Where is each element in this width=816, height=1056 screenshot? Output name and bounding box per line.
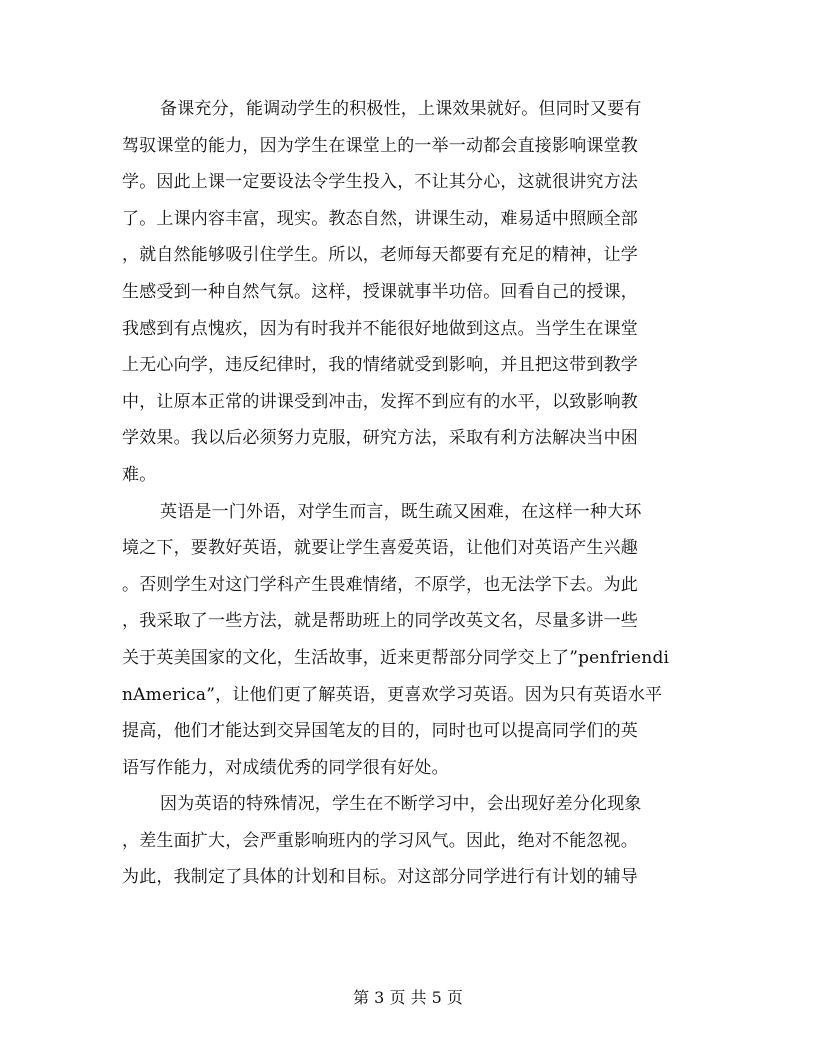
text-line: 英语是一门外语，对学生而言，既生疏又困难，在这样一种大环 (160, 501, 642, 522)
text-line: 中，让原本正常的讲课受到冲击，发挥不到应有的水平，以致影响教 (122, 391, 638, 412)
text-line: ，我采取了一些方法，就是帮助班上的同学改英文名，尽量多讲一些 (122, 611, 638, 632)
text-line: 学。因此上课一定要设法令学生投入，不让其分心，这就很讲究方法 (122, 172, 638, 193)
text-line: 上无心向学，违反纪律时，我的情绪就受到影响，并且把这带到教学 (122, 355, 638, 376)
text-line: 语写作能力，对成绩优秀的同学很有好处。 (122, 757, 449, 778)
text-line: 学效果。我以后必须努力克服，研究方法，采取有利方法解决当中困 (122, 428, 638, 449)
text-line: ，差生面扩大，会严重影响班内的学习风气。因此，绝对不能忽视。 (122, 830, 638, 851)
text-line: 难。 (122, 464, 157, 485)
text-line: 了。上课内容丰富，现实。教态自然，讲课生动，难易适中照顾全部 (122, 208, 638, 229)
text-line: 备课充分，能调动学生的积极性，上课效果就好。但同时又要有 (160, 99, 642, 119)
page-number-footer: 第 3 页 共 5 页 (353, 988, 463, 1007)
text-line: 驾驭课堂的能力，因为学生在课堂上的一举一动都会直接影响课堂教 (122, 135, 638, 156)
document-body (122, 91, 702, 896)
text-line: 。否则学生对这门学科产生畏难情绪，不原学，也无法学下去。为此 (122, 574, 638, 595)
text-line: 境之下，要教好英语，就要让学生喜爱英语，让他们对英语产生兴趣 (122, 538, 638, 559)
text-line: 因为英语的特殊情况，学生在不断学习中，会出现好差分化现象 (160, 794, 642, 815)
text-line: nAmerica”，让他们更了解英语，更喜欢学习英语。因为只有英语水平 (122, 684, 663, 705)
text-line: 为此，我制定了具体的计划和目标。对这部分同学进行有计划的辅导 (122, 867, 638, 888)
text-line: 提高，他们才能达到交异国笔友的目的，同时也可以提高同学们的英 (122, 721, 638, 742)
text-line: ，就自然能够吸引住学生。所以，老师每天都要有充足的精神，让学 (122, 245, 638, 266)
text-line: 生感受到一种自然气氛。这样，授课就事半功倍。回看自己的授课， (122, 281, 638, 302)
text-line: 关于英美国家的文化，生活故事，近来更帮部分同学交上了”penfriendi (122, 647, 670, 668)
text-line: 我感到有点愧疚，因为有时我并不能很好地做到这点。当学生在课堂 (122, 318, 638, 339)
